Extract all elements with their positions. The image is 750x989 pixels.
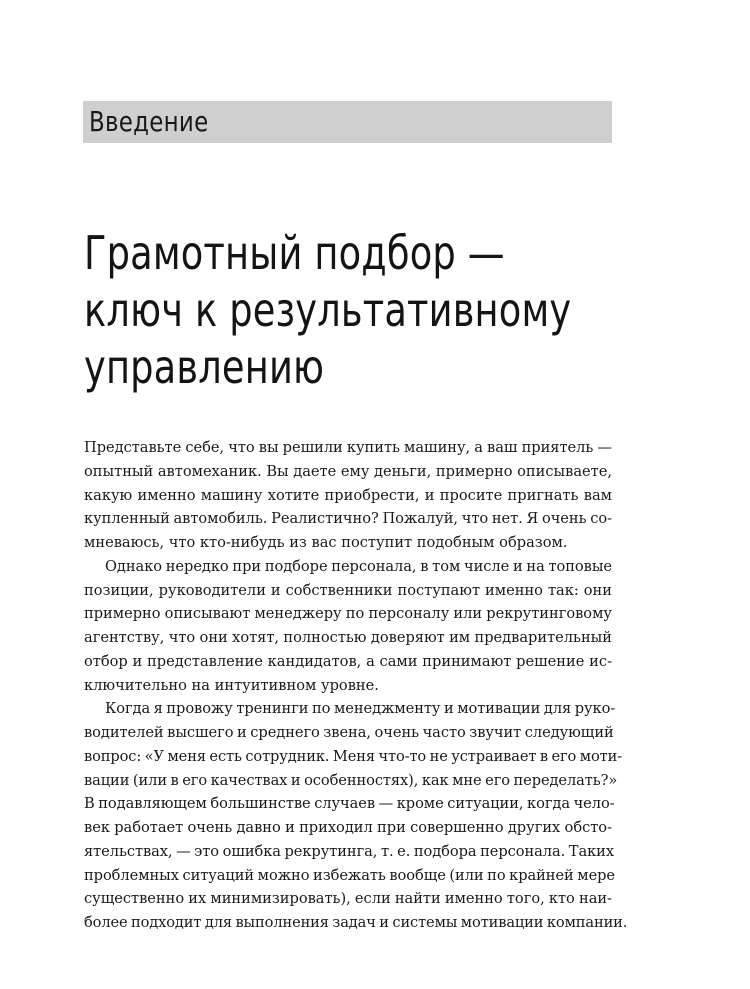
section-header-band <box>83 101 612 143</box>
chapter-title <box>84 225 724 396</box>
paragraph-line: вации (или в его качествах и особенностях), как мне его переделать?» <box>84 771 618 789</box>
paragraph-line: ятельствах, — это ошибка рекрутинга, т. е. подбора персонала. Таких <box>84 842 615 860</box>
chapter-title-line: управлению <box>84 340 325 394</box>
paragraph-line: водителей высшего и среднего звена, очень часто звучит следующий <box>84 724 614 741</box>
paragraph-line: позиции, руководители и собственники поступают именно так: они <box>84 581 612 599</box>
paragraph-line: Однако нередко при подборе персонала, в том числе и на топовые <box>105 557 612 575</box>
paragraph-line: более подходит для выполнения задач и системы мотивации компании. <box>84 914 628 931</box>
paragraph-line: примерно описывают менеджеру по персоналу или рекрутинговому <box>84 605 612 623</box>
paragraph-line: век работает очень давно и приходил при совершенно других обсто- <box>84 819 612 836</box>
paragraph-line: агентству, что они хотят, полностью доверяют им предварительный <box>84 629 612 646</box>
section-label: Введение <box>89 105 209 138</box>
paragraph-line: Когда я провожу тренинги по менеджменту и мотивации для руко- <box>105 700 616 718</box>
paragraph-line: В подавляющем большинстве случаев — кроме ситуации, когда чело- <box>84 795 615 813</box>
paragraph-line: купленный автомобиль. Реалистично? Пожалуй, что нет. Я очень со- <box>84 510 612 528</box>
paragraph-line: мневаюсь, что кто-нибудь из вас поступит подобным образом. <box>84 534 568 551</box>
paragraph-line: какую именно машину хотите приобрести, и просите пригнать вам <box>84 486 612 504</box>
paragraph-line: существенно их минимизировать), если найти именно того, кто наи- <box>84 890 612 908</box>
paragraph-line: Представьте себе, что вы решили купить машину, а ваш приятель — <box>84 439 612 456</box>
chapter-title-line: Грамотный подбор — <box>84 226 505 280</box>
paragraph-line: ключительно на интуитивном уровне. <box>84 676 379 694</box>
paragraph-line: отбор и представление кандидатов, а сами принимают решение ис- <box>84 652 612 670</box>
paragraph-line: проблемных ситуаций можно избежать вообще (или по крайней мере <box>84 866 616 884</box>
body-text <box>84 436 628 935</box>
chapter-title-line: ключ к результативному <box>84 283 572 337</box>
paragraph-line: вопрос: «У меня есть сотрудник. Меня что-то не устраивает в его моти- <box>84 747 623 765</box>
paragraph-line: опытный автомеханик. Вы даете ему деньги, примерно описываете, <box>84 462 612 480</box>
